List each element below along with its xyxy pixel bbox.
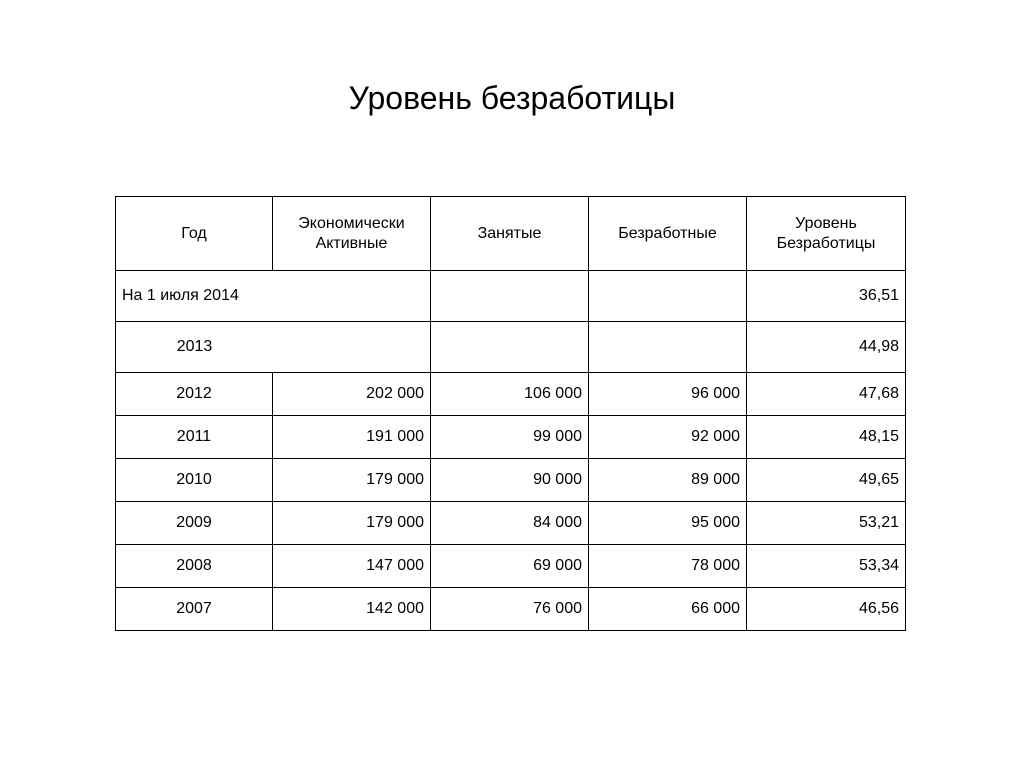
- year-text: 2013: [176, 338, 213, 355]
- cell-year: 2012: [116, 373, 273, 416]
- cell-active: [273, 322, 431, 373]
- cell-unemployed: 89 000: [589, 459, 747, 502]
- cell-unemployed: 92 000: [589, 416, 747, 459]
- cell-active: [273, 271, 431, 322]
- cell-year: [116, 271, 273, 322]
- cell-year: 2007: [116, 588, 273, 631]
- table-row: [116, 271, 906, 322]
- cell-employed: 69 000: [431, 545, 589, 588]
- header-unemployment-rate: Уровень Безработицы: [747, 197, 906, 271]
- year-text: На 1 июля 2014: [122, 287, 239, 304]
- table-row: [116, 502, 906, 545]
- cell-rate: 47,68: [747, 373, 906, 416]
- table-row: [116, 545, 906, 588]
- cell-employed: 84 000: [431, 502, 589, 545]
- cell-unemployed: 66 000: [589, 588, 747, 631]
- cell-employed: 90 000: [431, 459, 589, 502]
- cell-active: 142 000: [273, 588, 431, 631]
- table-row: [116, 416, 906, 459]
- cell-employed: 99 000: [431, 416, 589, 459]
- cell-year: [116, 322, 273, 373]
- cell-unemployed: 96 000: [589, 373, 747, 416]
- table-header-row: [116, 197, 906, 271]
- header-unemployed: Безработные: [589, 197, 747, 271]
- cell-rate: 53,21: [747, 502, 906, 545]
- cell-rate: 53,34: [747, 545, 906, 588]
- cell-active: 179 000: [273, 502, 431, 545]
- cell-year: 2011: [116, 416, 273, 459]
- cell-active: 202 000: [273, 373, 431, 416]
- table-row: [116, 459, 906, 502]
- unemployment-table: [115, 196, 906, 631]
- cell-employed: 106 000: [431, 373, 589, 416]
- cell-rate: 46,56: [747, 588, 906, 631]
- cell-unemployed: [589, 271, 747, 322]
- header-employed: Занятые: [431, 197, 589, 271]
- page-title: Уровень безработицы: [348, 80, 676, 116]
- table-row: [116, 373, 906, 416]
- cell-rate: 49,65: [747, 459, 906, 502]
- cell-active: 179 000: [273, 459, 431, 502]
- cell-unemployed: [589, 322, 747, 373]
- cell-unemployed: 78 000: [589, 545, 747, 588]
- header-year: Год: [116, 197, 273, 271]
- cell-rate: 44,98: [747, 322, 906, 373]
- cell-year: 2010: [116, 459, 273, 502]
- header-economically-active: Экономически Активные: [273, 197, 431, 271]
- cell-employed: [431, 271, 589, 322]
- table-row: [116, 322, 906, 373]
- cell-employed: 76 000: [431, 588, 589, 631]
- cell-employed: [431, 322, 589, 373]
- table-row: [116, 588, 906, 631]
- cell-active: 191 000: [273, 416, 431, 459]
- cell-unemployed: 95 000: [589, 502, 747, 545]
- cell-rate: 48,15: [747, 416, 906, 459]
- cell-active: 147 000: [273, 545, 431, 588]
- cell-year: 2009: [116, 502, 273, 545]
- cell-year: 2008: [116, 545, 273, 588]
- cell-rate: 36,51: [747, 271, 906, 322]
